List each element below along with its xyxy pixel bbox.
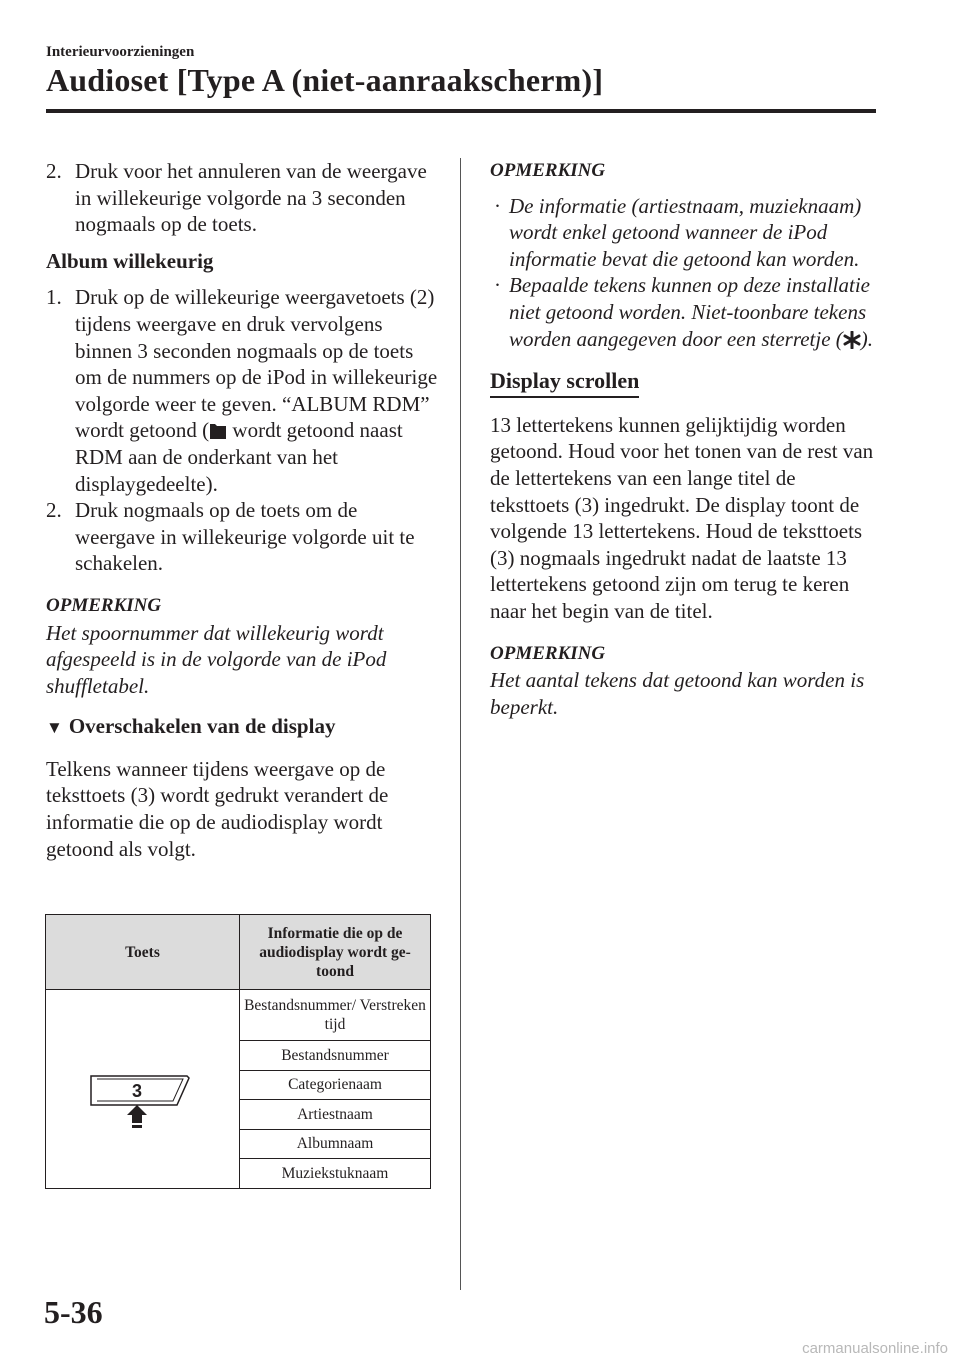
- step-item: [46, 284, 438, 497]
- table-header-key: Toets: [46, 915, 240, 990]
- table-row: [46, 990, 431, 1041]
- table-cell: Bestandsnummer/ Verstreken tijd: [240, 990, 431, 1041]
- watermark: carmanualsonline.info: [802, 1340, 948, 1357]
- note-label: OPMERKING: [46, 594, 162, 616]
- display-scroll-heading: Display scrollen: [490, 368, 639, 398]
- step-item: [46, 158, 438, 238]
- step-item: [46, 497, 438, 577]
- text-key-cell: [46, 990, 240, 1189]
- title-rule: [46, 109, 876, 113]
- bullet-dot-icon: ·: [494, 273, 501, 298]
- page-number: 5-36: [44, 1294, 103, 1330]
- list-item: [490, 193, 880, 273]
- bullet-text: [509, 272, 880, 352]
- step-text-part: Druk op de willekeurige weergavetoets (2) tijdens weergave en druk vervolgens binnen 3 seconden nogmaals op de toets om de nummers op de iPod in willekeurige volgorde weer te geven. “ALBUM RDM” wordt getoond (: [75, 285, 438, 443]
- right-column: [490, 158, 880, 720]
- note-text: Het spoornummer dat willekeurig wordt afgespeeld is in de volgorde van de iPod shuffletabel.: [46, 620, 387, 698]
- display-scroll-heading-wrap: [490, 352, 880, 398]
- asterisk-icon: [843, 331, 861, 349]
- table-cell: Categorienaam: [240, 1070, 431, 1100]
- triangle-down-icon: ▼: [46, 718, 63, 738]
- list-item: [490, 272, 880, 352]
- step-number: 2.: [46, 159, 62, 183]
- step-text: [75, 284, 438, 497]
- press-arrow-icon: [127, 1105, 147, 1123]
- step-text: Druk nogmaals op de toets om de weergave in willekeurige volgorde uit te schakelen.: [75, 498, 415, 576]
- column-divider: [460, 158, 461, 1290]
- note-label: OPMERKING: [490, 642, 606, 664]
- section-label: Interieurvoorzieningen: [46, 44, 195, 60]
- album-random-heading: Album willekeurig: [46, 248, 214, 273]
- switch-display-heading: [46, 713, 438, 742]
- note-label: OPMERKING: [490, 160, 606, 181]
- step-text-part: wordt getoond naast RDM aan de onderkant van het displaygedeelte).: [75, 418, 403, 496]
- table-cell: Albumnaam: [240, 1129, 431, 1159]
- step-text: Druk voor het annuleren van de weergave in willekeurige volgorde na 3 seconden nogmaals op de toets.: [75, 159, 427, 237]
- bullet-dot-icon: ·: [494, 193, 501, 218]
- left-column: [46, 158, 438, 862]
- table-header-info: Informatie die op de audiodisplay wordt ge-toond: [240, 915, 431, 990]
- bullet-text-part: Bepaalde tekens kunnen op deze installatie niet getoond worden. Niet-toonbare tekens worden aangegeven door een sterretje (: [509, 273, 870, 351]
- bullet-text-part: ).: [860, 326, 874, 351]
- table-header-row: [46, 915, 431, 990]
- table-cell: Muziekstuknaam: [240, 1159, 431, 1189]
- text-key-button-icon: [83, 1049, 203, 1129]
- table-cell: Bestandsnummer: [240, 1041, 431, 1071]
- press-arrow-base: [132, 1125, 142, 1128]
- bullet-text: De informatie (artiestnaam, muzieknaam) wordt enkel getoond wanneer de iPod informatie bevat die getoond kan worden.: [509, 193, 862, 271]
- page-title: Audioset [Type A (niet-aanraakscherm)]: [46, 62, 604, 98]
- note-text: Het aantal tekens dat getoond kan worden is beperkt.: [490, 668, 865, 719]
- display-info-table: [45, 914, 431, 1189]
- key-label: 3: [131, 1080, 142, 1101]
- switch-display-paragraph: Telkens wanneer tijdens weergave op de teksttoets (3) wordt gedrukt verandert de informatie die op de audiodisplay wordt getoond als volgt.: [46, 756, 389, 861]
- step-number: 1.: [46, 285, 62, 310]
- step-number: 2.: [46, 498, 62, 523]
- switch-display-heading-text: Overschakelen van de display: [68, 714, 336, 739]
- table-cell: Artiestnaam: [240, 1100, 431, 1130]
- display-scroll-paragraph: 13 lettertekens kunnen gelijktijdig worden getoond. Houd voor het tonen van de rest van de lettertekens van een lange titel de teksttoets (3) ingedrukt. De display toont de volgende 13 lettertekens. Houd de teksttoets (3) nogmaals ingedrukt nadat de laatste 13 lettertekens getoond zijn om terug te keren naar het begin van de titel.: [490, 412, 874, 623]
- folder-icon: [209, 420, 227, 440]
